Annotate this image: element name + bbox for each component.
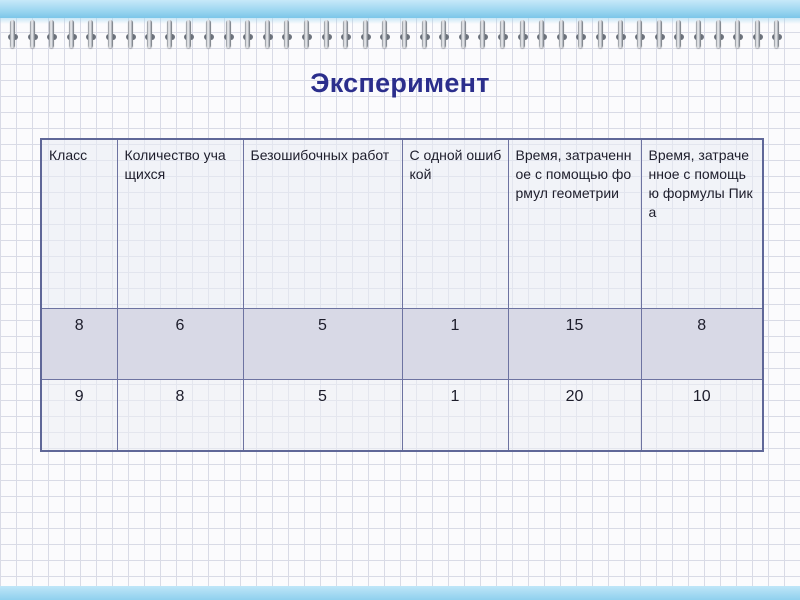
page-title: Эксперимент bbox=[310, 68, 490, 98]
spiral-ring bbox=[676, 20, 681, 48]
spiral-ring bbox=[265, 20, 270, 48]
spiral-ring bbox=[69, 20, 74, 48]
spiral-ring bbox=[167, 20, 172, 48]
table-cell: 5 bbox=[243, 309, 402, 380]
notebook-top-band bbox=[0, 0, 800, 18]
spiral-ring bbox=[49, 20, 54, 48]
table-cell: 8 bbox=[41, 309, 117, 380]
table-cell: 8 bbox=[117, 380, 243, 452]
table-cell: 1 bbox=[402, 380, 508, 452]
spiral-ring bbox=[578, 20, 583, 48]
spiral-ring bbox=[324, 20, 329, 48]
spiral-ring bbox=[382, 20, 387, 48]
spiral-ring bbox=[735, 20, 740, 48]
table-cell: 10 bbox=[641, 380, 763, 452]
spiral-ring bbox=[284, 20, 289, 48]
table-row bbox=[41, 380, 763, 452]
spiral-ring bbox=[657, 20, 662, 48]
spiral-ring bbox=[559, 20, 564, 48]
table-cell: 15 bbox=[508, 309, 641, 380]
spiral-ring bbox=[304, 20, 309, 48]
spiral-ring bbox=[637, 20, 642, 48]
experiment-table bbox=[40, 138, 764, 452]
experiment-table-container bbox=[40, 138, 762, 452]
table-cell: 1 bbox=[402, 309, 508, 380]
spiral-ring bbox=[520, 20, 525, 48]
spiral-ring bbox=[500, 20, 505, 48]
table-cell: 5 bbox=[243, 380, 402, 452]
header-time-geometry-formulas: Время, затраченное с помощью формул геометрии bbox=[508, 139, 641, 309]
table-header-row bbox=[41, 139, 763, 309]
spiral-ring bbox=[461, 20, 466, 48]
spiral-ring bbox=[88, 20, 93, 48]
spiral-ring bbox=[128, 20, 133, 48]
spiral-ring bbox=[363, 20, 368, 48]
spiral-ring bbox=[206, 20, 211, 48]
spiral-ring bbox=[30, 20, 35, 48]
spiral-ring bbox=[245, 20, 250, 48]
spiral-ring bbox=[226, 20, 231, 48]
table-cell: 8 bbox=[641, 309, 763, 380]
table-cell: 9 bbox=[41, 380, 117, 452]
spiral-binding bbox=[0, 22, 800, 42]
spiral-ring bbox=[618, 20, 623, 48]
table-cell: 20 bbox=[508, 380, 641, 452]
spiral-ring bbox=[774, 20, 779, 48]
header-one-error: С одной ошибкой bbox=[402, 139, 508, 309]
spiral-ring bbox=[343, 20, 348, 48]
spiral-ring bbox=[147, 20, 152, 48]
table-cell: 6 bbox=[117, 309, 243, 380]
spiral-ring bbox=[598, 20, 603, 48]
header-error-free-works: Безошибочных работ bbox=[243, 139, 402, 309]
notebook-bottom-band bbox=[0, 586, 800, 600]
table-row bbox=[41, 309, 763, 380]
spiral-ring bbox=[716, 20, 721, 48]
header-time-pick-formula: Время, затраченное с помощью формулы Пика bbox=[641, 139, 763, 309]
header-class: Класс bbox=[41, 139, 117, 309]
spiral-ring bbox=[696, 20, 701, 48]
spiral-ring bbox=[402, 20, 407, 48]
header-student-count: Количество учащихся bbox=[117, 139, 243, 309]
spiral-ring bbox=[539, 20, 544, 48]
spiral-ring bbox=[441, 20, 446, 48]
spiral-ring bbox=[10, 20, 15, 48]
spiral-ring bbox=[755, 20, 760, 48]
spiral-ring bbox=[422, 20, 427, 48]
spiral-ring bbox=[108, 20, 113, 48]
spiral-ring bbox=[480, 20, 485, 48]
spiral-ring bbox=[186, 20, 191, 48]
